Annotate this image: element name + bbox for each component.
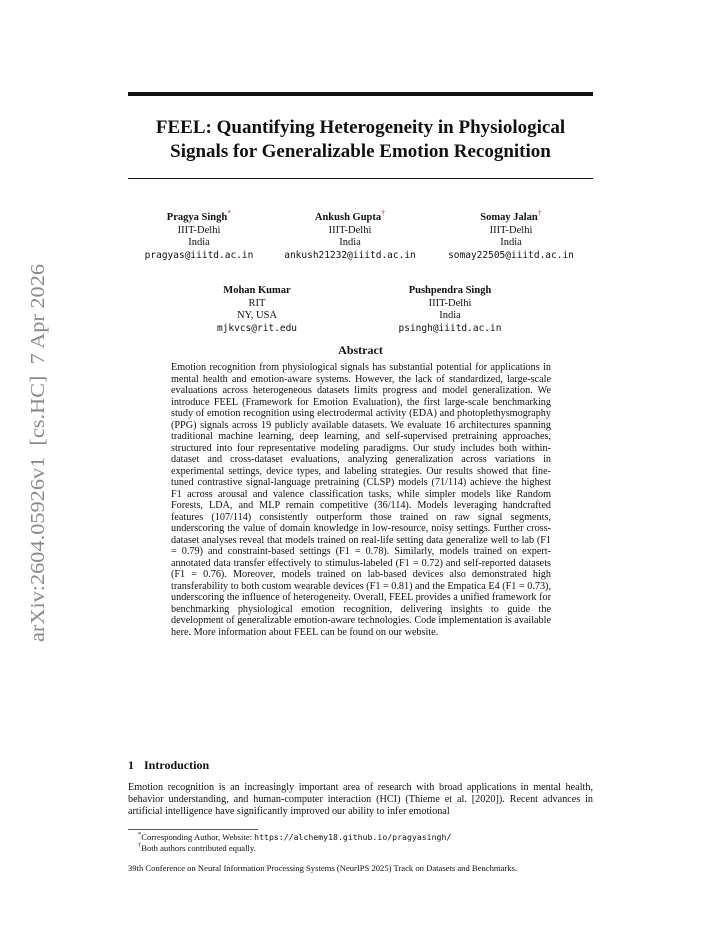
footnote-url[interactable]: https://alchemy18.github.io/pragyasingh/ <box>254 832 452 842</box>
author-email: psingh@iiitd.ac.in <box>398 322 502 334</box>
author-affiliation: IIIT-Delhi <box>328 224 372 236</box>
author-location: India <box>439 310 461 321</box>
paper-title-line-1: FEEL: Quantifying Heterogeneity in Physiological <box>155 117 566 138</box>
author-location: India <box>188 237 210 248</box>
author-block-5 <box>386 285 514 335</box>
abstract-heading: Abstract <box>338 343 383 357</box>
arxiv-identifier-text: arXiv:2604.05926v1 [cs.HC] 7 Apr 2026 <box>27 303 49 642</box>
author-block-1 <box>138 208 260 262</box>
author-block-3 <box>440 208 582 262</box>
author-email: pragyas@iiitd.ac.in <box>144 249 254 261</box>
title-bottom-rule <box>128 178 593 179</box>
author-location: India <box>339 237 361 248</box>
author-footnote-mark: * <box>227 208 232 218</box>
author-name: Ankush Gupta <box>314 212 382 223</box>
author-name: Pragya Singh <box>166 212 228 223</box>
footnote-corresponding-author <box>138 832 451 842</box>
introduction-paragraph: Emotion recognition is an increasingly important area of research with broad applications in mental health, behavior understanding, and human-computer interaction (HCI) (Thieme et al. [2020]). Recent advances in artificial intelligence have significantly improved our ability to infer emotional <box>128 782 593 817</box>
author-name: Pushpendra Singh <box>408 285 492 296</box>
author-affiliation: IIIT-Delhi <box>177 224 221 236</box>
abstract-body: Emotion recognition from physiological signals has substantial potential for applications in mental health and emotion-aware systems. However, the lack of standardized, large-scale evaluations across heterogeneous datasets limits progress and model generalization. We introduce FEEL (Framework for Emotion Evaluation), the first large-scale benchmarking study of emotion recognition using electrodermal activity (EDA) and photoplethysmography (PPG) signals across 19 publicly available datasets. We evaluate 16 architectures spanning traditional machine learning, deep learning, and self-supervised pretraining approaches, structured into four representative modeling paradigms. Our study includes both within-dataset and cross-dataset evaluations, analyzing generalization across variations in experimental settings, device types, and labeling strategies. Our results showed that fine-tuned contrastive signal-language pretraining (CLSP) models (71/114) achieve the highest F1 across arousal and valence classification tasks, while simpler models like Random Forests, LDA, and MLP remain competitive (36/114). Models leveraging handcrafted features (107/114) consistently outperform those trained on raw signal segments, underscoring the value of domain knowledge in low-resource, noisy settings. Further cross-dataset analyses reveal that models trained on real-life setting data generalize well to lab (F1 = 0.79) and constraint-based settings (F1 = 0.78). Similarly, models trained on expert-annotated data transfer effectively to stimulus-labeled (F1 = 0.72) and self-reported datasets (F1 = 0.76). Moreover, models trained on lab-based devices also demonstrated high transferability to both custom wearable devices (F1 = 0.81) and the Empatica E4 (F1 = 0.73), underscoring the influence of heterogeneity. Overall, FEEL provides a unified framework for benchmarking physiological emotion recognition, delivering insights to guide the development of generalizable emotion-aware technologies. Code implementation is available here. More information about FEEL can be found on our website. <box>171 362 551 638</box>
footnote-mark: † <box>138 842 142 850</box>
footnote-text: Corresponding Author, Website: <box>141 832 255 842</box>
author-affiliation: RIT <box>248 297 266 309</box>
author-affiliation: IIIT-Delhi <box>428 297 472 309</box>
author-affiliation: IIIT-Delhi <box>489 224 533 236</box>
paper-title-line-2: Signals for Generalizable Emotion Recognition <box>170 141 551 162</box>
arxiv-identifier-sidebar <box>18 262 52 642</box>
footnote-equal-contribution <box>138 843 256 853</box>
section-number: 1 <box>128 758 134 772</box>
author-block-2 <box>275 208 425 262</box>
author-email: ankush21232@iiitd.ac.in <box>284 249 416 261</box>
conference-note: 39th Conference on Neural Information Processing Systems (NeurIPS 2025) Track on Datasets and Benchmarks. <box>128 863 518 873</box>
author-name: Mohan Kumar <box>223 285 291 296</box>
author-email: mjkvcs@rit.edu <box>216 322 298 334</box>
footnote-rule <box>128 829 258 830</box>
author-footnote-mark: † <box>537 208 542 218</box>
author-footnote-mark: † <box>381 208 386 218</box>
author-block-4 <box>200 285 314 335</box>
author-location: India <box>500 237 522 248</box>
author-email: somay22505@iiitd.ac.in <box>448 249 574 261</box>
footnote-text: Both authors contributed equally. <box>141 843 256 853</box>
section-heading-introduction <box>128 758 209 773</box>
author-location: NY, USA <box>236 310 278 321</box>
section-title: Introduction <box>144 758 210 772</box>
author-name: Somay Jalan <box>480 212 538 223</box>
paper-title <box>128 116 593 164</box>
footnote-mark: * <box>138 831 142 839</box>
title-top-rule <box>128 92 593 96</box>
